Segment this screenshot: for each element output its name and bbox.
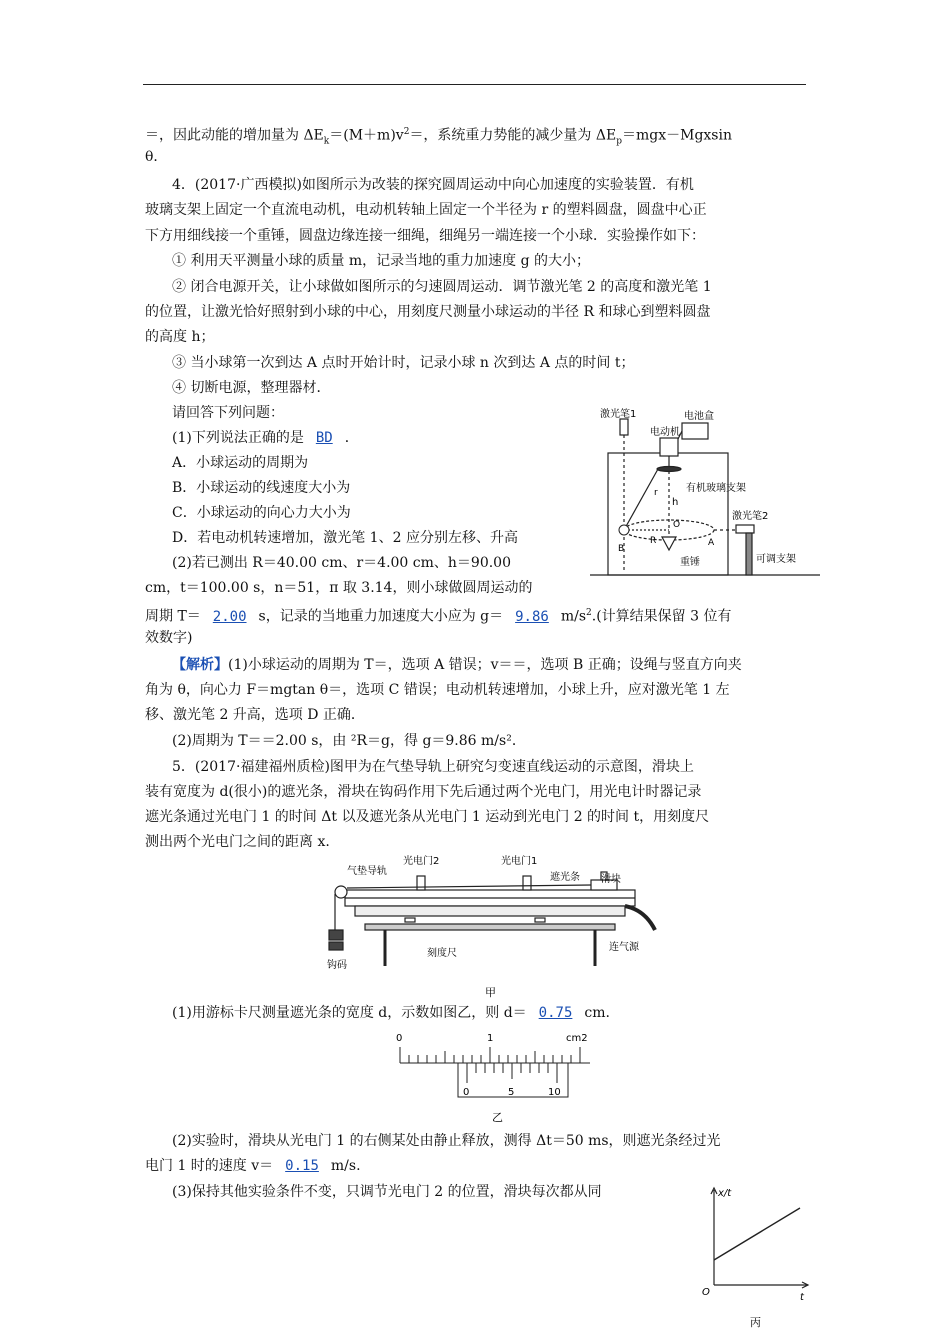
- air-track-figure: [325, 850, 670, 1000]
- label-A: A: [708, 538, 715, 548]
- y-axis-label: x/t: [718, 1188, 732, 1199]
- q4-part-2c: 周期 T＝ 2.00 s，记录的当地重力加速度大小应为 g＝ 9.86 $m/s^2$.(计算结果保留 3 位有: [145, 608, 732, 625]
- x-over-t-graph: [700, 1180, 815, 1340]
- label-R: R: [650, 536, 657, 546]
- data-line: [714, 1208, 800, 1260]
- solution-line-4: (2)周期为 T＝＝2.00 s，由 ²R＝g，得 g＝9.86 m/s²．: [172, 733, 526, 749]
- battery-box: [682, 423, 708, 439]
- q4-step-4: ④ 切断电源，整理器材．: [172, 380, 331, 396]
- label-battery: 电池盒: [684, 411, 714, 422]
- solution-tag: 【解析】: [172, 657, 228, 673]
- label-motor: 电动机: [650, 427, 680, 438]
- q4-part-2b: cm，t＝100.00 s，n＝51，π 取 3.14，则小球做圆周运动的: [145, 580, 533, 596]
- answer-blank: 0.75: [538, 1005, 573, 1021]
- solution-line-1: 【解析】(1)小球运动的周期为 T＝，选项 A 错误；v＝＝，选项 B 正确；设绳与竖直方向夹: [172, 657, 742, 673]
- q4-ask: 请回答下列问题：: [172, 405, 284, 421]
- rail-base: [355, 906, 625, 916]
- main-scale-ticks: [400, 1047, 580, 1063]
- q4-line-2: 玻璃支架上固定一个直流电动机，电动机转轴上固定一个半径为 r 的塑料圆盘，圆盘中心正: [145, 202, 707, 218]
- air-hose: [625, 906, 655, 930]
- q4-step-2a: ② 闭合电源开关，让小球做如图所示的匀速圆周运动．调节激光笔 2 的高度和激光笔 1: [172, 279, 712, 295]
- q4-line-3: 下方用细线接一个重锤，圆盘边缘连接一细绳，细绳另一端连接一个小球．实验操作如下：: [145, 228, 705, 244]
- gate2: [417, 876, 425, 890]
- q4-part-2a: (2)若已测出 R＝40.00 cm、r＝4.00 cm、h＝90.00: [172, 555, 511, 571]
- option-c: C．小球运动的向心力大小为: [172, 505, 351, 521]
- q5-line-1: 5．(2017·福建福州质检)图甲为在气垫导轨上研究匀变速直线运动的示意图，滑块上: [172, 759, 694, 775]
- vernier-ticks: [467, 1063, 557, 1083]
- vernier-label-10: 10: [548, 1087, 561, 1098]
- plastic-disk: [657, 467, 681, 472]
- q4-part-1: (1)下列说法正确的是 BD ．: [172, 430, 359, 446]
- pulley: [335, 886, 347, 898]
- option-b: B．小球运动的线速度大小为: [172, 480, 351, 496]
- q4-line-1: 4．(2017·广西模拟)如图所示为改装的探究圆周运动中向心加速度的实验装置．有机: [172, 177, 694, 193]
- answer-blank: 0.15: [285, 1158, 319, 1174]
- label-laser2: 激光笔2: [732, 511, 769, 522]
- option-d: D．若电动机转速增加，激光笔 1、2 应分别左移、升高: [172, 530, 518, 546]
- caption-bing: 丙: [750, 1316, 761, 1329]
- q5-part-3: (3)保持其他实验条件不变，只调节光电门 2 的位置，滑块每次都从同: [172, 1184, 602, 1200]
- laser2-pen: [736, 525, 754, 533]
- main-label-1: 1: [487, 1033, 494, 1044]
- label-gate2: 光电门2: [403, 856, 440, 867]
- motor: [660, 438, 678, 456]
- q5-part-2b: 电门 1 时的速度 v＝ 0.15 m/s.: [145, 1158, 361, 1174]
- solution-line-3: 移、激光笔 2 升高，选项 D 正确．: [145, 707, 365, 723]
- label-stand: 可调支架: [756, 554, 796, 565]
- q5-part-1: (1)用游标卡尺测量遮光条的宽度 d，示数如图乙，则 d＝ 0.75 cm.: [172, 1005, 610, 1021]
- label-O: O: [673, 520, 681, 530]
- label-r: r: [654, 488, 658, 498]
- label-B: B: [618, 544, 625, 554]
- label-slider: 滑块: [601, 874, 621, 885]
- label-air: 连气源: [609, 942, 639, 953]
- continuation-line-1: ＝，因此动能的增加量为 $\Delta E_k=(M+m)v^2=$，系统重力势能的减少量为 $\Delta E_p=mgx-Mgxsin$: [145, 127, 732, 147]
- vernier-label-0: 0: [463, 1087, 470, 1098]
- origin-label: O: [702, 1287, 710, 1298]
- gate1: [523, 876, 531, 890]
- main-label-0: 0: [396, 1033, 403, 1044]
- circular-motion-apparatus-figure: [590, 405, 825, 585]
- label-frame: 有机玻璃支架: [686, 483, 746, 494]
- label-gate1: 光电门1: [501, 856, 538, 867]
- answer-blank: BD: [315, 430, 333, 446]
- x-axis-label: t: [800, 1292, 804, 1303]
- label-strip: 遮光条: [550, 872, 580, 883]
- table-top: [365, 924, 615, 930]
- q4-step-2c: 的高度 h；: [145, 329, 215, 345]
- label-hook: 钩码: [327, 960, 347, 971]
- label-rail: 气垫导轨: [347, 866, 387, 877]
- caption-yi: 乙: [492, 1111, 503, 1124]
- label-laser1: 激光笔1: [600, 409, 637, 420]
- answer-blank: 9.86: [515, 608, 549, 625]
- q5-line-2: 装有宽度为 d(很小)的遮光条，滑块在钩码作用下先后通过两个光电门，用光电计时器记录: [145, 784, 702, 800]
- q4-part-2d: 效数字): [145, 630, 193, 646]
- option-a: A．小球运动的周期为: [172, 455, 309, 471]
- label-weight: 重锤: [680, 557, 700, 568]
- q5-line-4: 测出两个光电门之间的距离 x.: [145, 834, 330, 850]
- header-rule: [143, 84, 806, 85]
- vernier-caliper-figure: [390, 1025, 605, 1127]
- answer-blank: 2.00: [212, 608, 247, 625]
- vernier-label-5: 5: [508, 1087, 515, 1098]
- ball: [619, 525, 629, 535]
- continuation-line-2: θ．: [145, 149, 168, 165]
- adjustable-stand: [746, 533, 752, 575]
- label-h: h: [672, 497, 679, 508]
- hook-weight: [329, 930, 343, 940]
- plumb-bob: [662, 537, 676, 550]
- main-label-cm2: cm2: [566, 1033, 588, 1044]
- q5-part-2a: (2)实验时，滑块从光电门 1 的右侧某处由静止释放，测得 Δt＝50 ms，则遮光条经过光: [172, 1133, 721, 1149]
- caption-jia: 甲: [485, 986, 496, 999]
- q4-step-3: ③ 当小球第一次到达 A 点时开始计时，记录小球 n 次到达 A 点的时间 t；: [172, 355, 635, 371]
- label-ruler: 刻度尺: [427, 948, 457, 959]
- q4-step-1: ① 利用天平测量小球的质量 m，记录当地的重力加速度 g 的大小；: [172, 253, 591, 269]
- q4-step-2b: 的位置，让激光恰好照射到小球的中心，用刻度尺测量小球运动的半径 R 和球心到塑料圆盘: [145, 304, 711, 320]
- q5-line-3: 遮光条通过光电门 1 的时间 Δt 以及遮光条从光电门 1 运动到光电门 2 的时间 t，用刻度尺: [145, 809, 710, 825]
- laser1-pen: [620, 419, 628, 435]
- solution-line-2: 角为 θ，向心力 F＝mgtan θ＝，选项 C 错误；电动机转速增加，小球上升，应对激光笔 1 左: [145, 682, 730, 698]
